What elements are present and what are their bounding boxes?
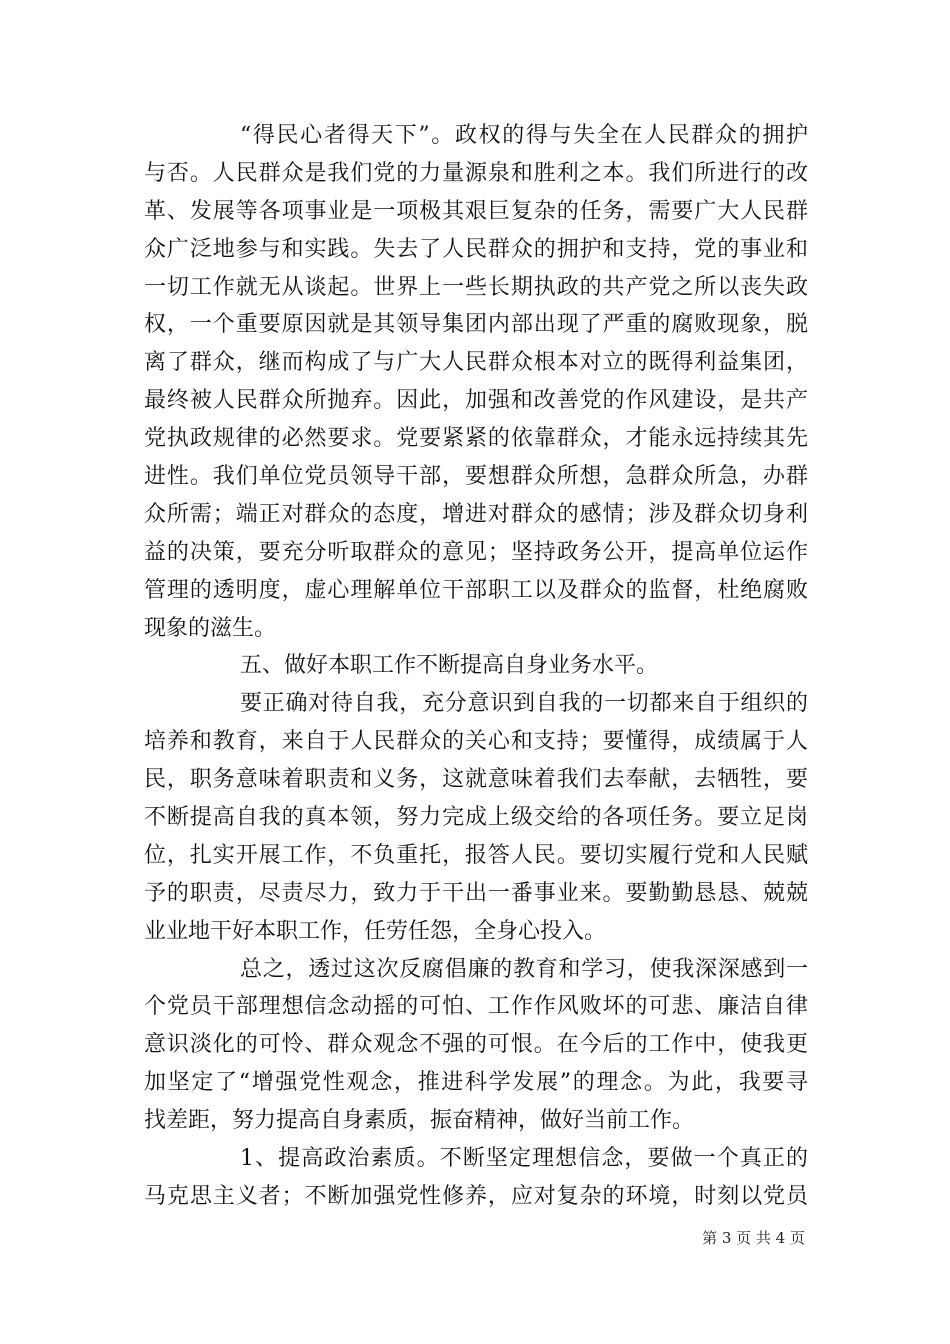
text-line: 众所需；端正对群众的态度，增进对群众的感情；涉及群众切身利 xyxy=(144,501,808,527)
text-line: 不断提高自我的真本领，努力完成上级交给的各项任务。要立足岗 xyxy=(144,805,808,831)
text-line: 业业地干好本职工作，任劳任怨，全身心投入。 xyxy=(144,918,607,944)
text-line: 党执政规律的必然要求。党要紧紧的依靠群众，才能永远持续其先 xyxy=(144,426,808,452)
text-line: 最终被人民群众所抛弃。因此，加强和改善党的作风建设，是共产 xyxy=(144,388,808,414)
text-line: 民，职务意味着职责和义务，这就意味着我们去奉献，去牺牲，要 xyxy=(144,767,808,793)
text-line: 五、做好本职工作不断提高自身业务水平。 xyxy=(240,653,659,679)
text-line: 权，一个重要原因就是其领导集团内部出现了严重的腐败现象，脱 xyxy=(144,312,808,338)
text-line: 现象的滋生。 xyxy=(144,615,277,641)
text-line: 1、提高政治素质。不断坚定理想信念，要做一个真正的 xyxy=(240,1146,808,1172)
text-line: 进性。我们单位党员领导干部，要想群众所想，急群众所急，办群 xyxy=(144,464,808,490)
text-line: 管理的透明度，虚心理解单位干部职工以及群众的监督，杜绝腐败 xyxy=(144,577,808,603)
document-body xyxy=(144,117,808,1216)
text-line: 个党员干部理想信念动摇的可怕、工作作风败坏的可悲、廉洁自律 xyxy=(144,994,808,1020)
text-line: 加坚定了“增强党性观念，推进科学发展”的理念。为此，我要寻 xyxy=(144,1070,808,1096)
text-line: 找差距，努力提高自身素质，振奋精神，做好当前工作。 xyxy=(144,1108,695,1134)
text-line: 众广泛地参与和实践。失去了人民群众的拥护和支持，党的事业和 xyxy=(144,236,808,262)
text-line: 马克思主义者；不断加强党性修养，应对复杂的环境，时刻以党员 xyxy=(144,1183,808,1209)
text-line: 益的决策，要充分听取群众的意见；坚持政务公开，提高单位运作 xyxy=(144,539,808,565)
text-line: 革、发展等各项事业是一项极其艰巨复杂的任务，需要广大人民群 xyxy=(144,198,808,224)
page-number-footer: 第 3 页 共 4 页 xyxy=(702,1229,805,1247)
text-line: 离了群众，继而构成了与广大人民群众根本对立的既得利益集团， xyxy=(144,350,808,376)
text-line: 要正确对待自我，充分意识到自我的一切都来自于组织的 xyxy=(240,691,808,717)
text-line: 意识淡化的可怜、群众观念不强的可恨。在今后的工作中，使我更 xyxy=(144,1032,808,1058)
text-line: 培养和教育，来自于人民群众的关心和支持；要懂得，成绩属于人 xyxy=(144,729,808,755)
text-line: 总之，透过这次反腐倡廉的教育和学习，使我深深感到一 xyxy=(240,956,808,982)
text-line: 予的职责，尽责尽力，致力于干出一番事业来。要勤勤恳恳、兢兢 xyxy=(144,880,808,906)
text-line: 与否。人民群众是我们党的力量源泉和胜利之本。我们所进行的改 xyxy=(144,160,808,186)
text-line: 位，扎实开展工作，不负重托，报答人民。要切实履行党和人民赋 xyxy=(144,842,808,868)
text-line: 一切工作就无从谈起。世界上一些长期执政的共产党之所以丧失政 xyxy=(144,274,808,300)
text-line: “得民心者得天下”。政权的得与失全在人民群众的拥护 xyxy=(240,123,808,148)
